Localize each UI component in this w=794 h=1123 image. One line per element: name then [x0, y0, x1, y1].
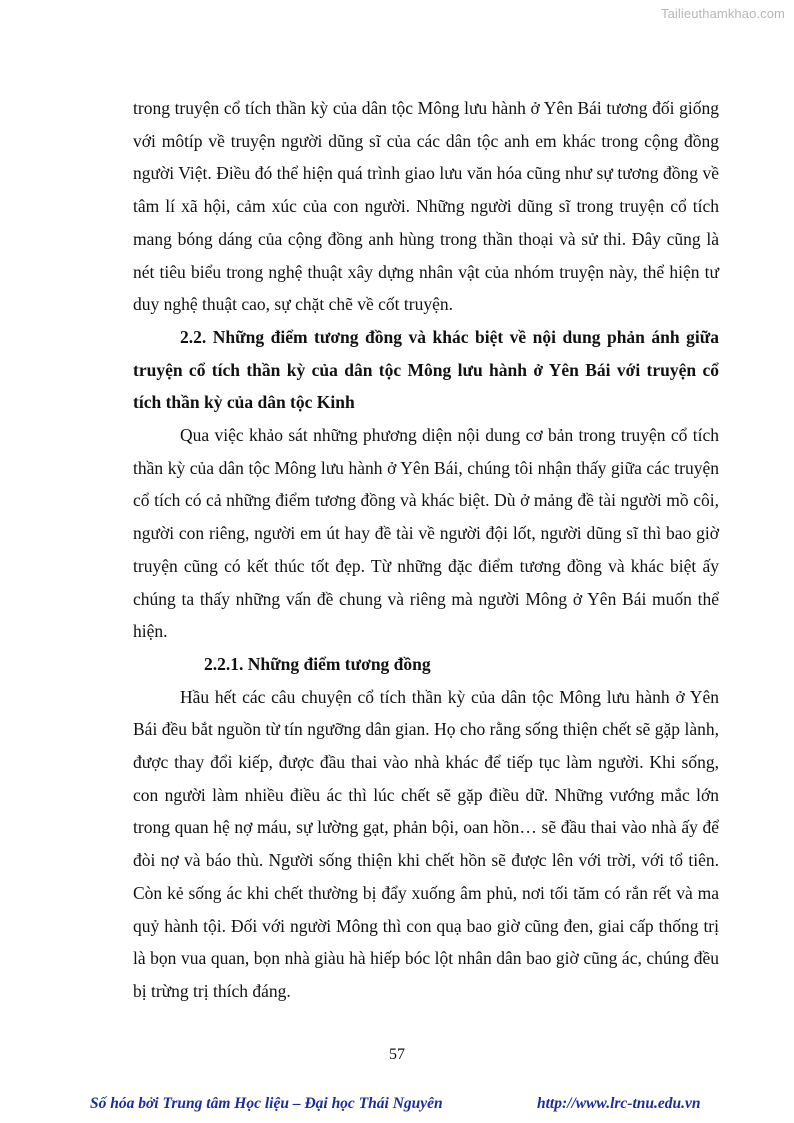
paragraph-similarities: Hầu hết các câu chuyện cổ tích thần kỳ của dân tộc Mông lưu hành ở Yên Bái đều bắt nguồn từ tín ngưỡng dân gian. Họ cho rằng sống thiện chết sẽ gặp lành, được thay đổi kiếp, được đầu thai vào nhà khác để tiếp tục làm người. Khi sống, con người làm nhiều điều ác thì lúc chết sẽ gặp điều dữ. Những vướng mắc lớn trong quan hệ nợ máu, sự lường gạt, phản bội, oan hồn… sẽ đầu thai vào nhà ấy để đòi nợ và báo thù. Người sống thiện khi chết hồn sẽ được lên với trời, với tổ tiên. Còn kẻ sống ác khi chết thường bị đẩy xuống âm phủ, nơi tối tăm có rắn rết và ma quỷ hành tội. Đối với người Mông thì con quạ bao giờ cũng đen, giai cấp thống trị là bọn vua quan, bọn nhà giàu hà hiếp bóc lột nhân dân bao giờ cũng ác, chúng đều bị trừng trị thích đáng. — [133, 686, 719, 1001]
paragraph-continuation: trong truyện cổ tích thần kỳ của dân tộc Mông lưu hành ở Yên Bái tương đối giống với môtíp về truyện người dũng sĩ của các dân tộc anh em khác trong cộng đồng người Việt. Điều đó thể hiện quá trình giao lưu văn hóa cũng như sự tương đồng về tâm lí xã hội, cảm xúc của con người. Những người dũng sĩ trong truyện cổ tích mang bóng dáng của cộng đồng anh hùng trong thần thoại và sử thi. Đây cũng là nét tiêu biểu trong nghệ thuật xây dựng nhân vật của nhóm truyện này, thể hiện tư duy nghệ thuật cao, sự chặt chẽ về cốt truyện. — [133, 98, 719, 315]
footer-url[interactable]: http://www.lrc-tnu.edu.vn — [537, 1095, 701, 1112]
footer-credit: Số hóa bởi Trung tâm Học liệu – Đại học Thái Nguyên — [90, 1095, 443, 1112]
paragraph-survey: Qua việc khảo sát những phương diện nội dung cơ bản trong truyện cổ tích thần kỳ của dân tộc Mông lưu hành ở Yên Bái, chúng tôi nhận thấy giữa các truyện cổ tích có cả những điểm tương đồng và khác biệt. Dù ở mảng đề tài người mồ côi, người con riêng, người em út hay đề tài về người đội lốt, người dũng sĩ thì bao giờ truyện cũng có kết thúc tốt đẹp. Từ những đặc điểm tương đồng và khác biệt ấy chúng ta thấy những vấn đề chung và riêng mà người Mông ở Yên Bái muốn thể hiện. — [133, 425, 719, 642]
subsection-heading-2-2-1: 2.2.1. Những điểm tương đồng — [204, 653, 431, 674]
page-body — [133, 92, 719, 1008]
watermark: Tailieuthamkhao.com — [660, 6, 785, 21]
section-heading-2-2: 2.2. Những điểm tương đồng và khác biệt về nội dung phản ánh giữa truyện cổ tích thần kỳ của dân tộc Mông lưu hành ở Yên Bái với truyện cổ tích thần kỳ của dân tộc Kinh — [133, 326, 719, 413]
page-number: 57 — [389, 1046, 405, 1063]
